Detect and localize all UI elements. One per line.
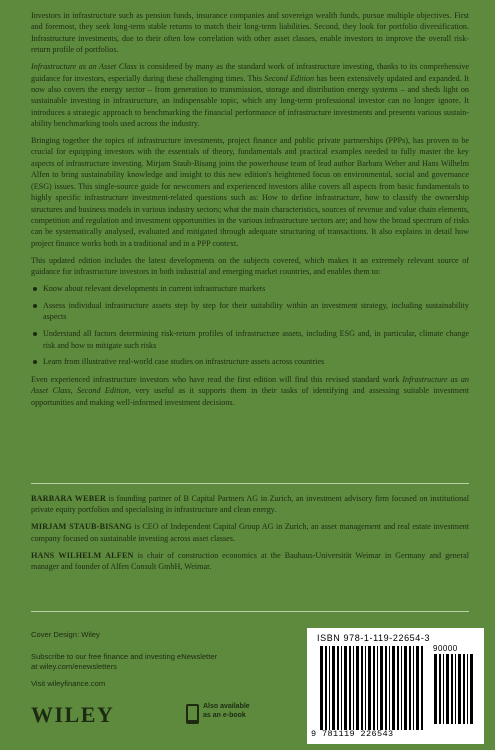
benefit-list [31, 283, 469, 368]
cover-design-credit: Cover Design: Wiley [31, 630, 100, 639]
bullet-icon [33, 332, 37, 336]
isbn-label: ISBN 978-1-119-22654-3 [317, 633, 431, 643]
newsletter-link[interactable]: at wiley.com/enewsletters [31, 662, 117, 671]
author-name: HANS WILHELM ALFEN [31, 550, 134, 560]
ebook-badge: Also available as an e-book [186, 702, 281, 730]
bullet-icon [33, 287, 37, 291]
newsletter-text: Subscribe to our free finance and investing eNewsletter [31, 651, 218, 661]
intro-paragraph-4: This updated edition includes the latest developments on the subjects covered, which makes it an extremely relevant source of guidance for infrastructure investors in both industrial and emerging market countries, and enables them to: [31, 255, 469, 277]
list-item: Assess individual infrastructure assets step by step for their suitability within an investment strategy, including sustainability aspects [31, 300, 469, 323]
divider [31, 611, 469, 612]
author-bios [31, 493, 469, 578]
divider [31, 483, 469, 484]
list-item: Know about relevant developments in current infrastructure markets [31, 283, 469, 294]
bullet-icon [33, 360, 37, 364]
bullet-icon [33, 304, 37, 308]
intro-paragraph-2: Infrastructure as an Asset Class is considered by many as the standard work of infrastructure investing, thanks to its comprehensive guidance for investors, especially during these challenging times. This Second Edition has been extensively updated and expanded. It now also covers the energy sector – from generation to transmission, storage and distribution energy systems – and sheds light on sustainable investing in infrastructure, an indispensable topic, which any long-term professional investor can no longer ignore. It introduces a strategic approach to benchmarking the financial performance of infrastructure investments and presents various sustain-ability benchmarking tools used across the industry. [31, 62, 470, 129]
author-bio: MIRJAM STAUB-BISANG is CEO of Independent Capital Group AG in Zurich, an asset management and real estate investment company focused on sustainable investing across asset classes. [31, 522, 469, 543]
intro-paragraph-3: Bringing together the topics of infrastructure investments, project finance and public private partnerships (PPPs), has proven to be crucial for equipping investors with the essentials of theory, fundamentals and practical examples needed to fully master the key aspects of infrastructure investing. Mirjam Staub-Bisang joins the powerhouse team of lead author Barbara Weber and Hans Wilhelm Alfen to bring sustainability knowledge and insight to this new edition's heightened focus on environmental, social and governance (ESG) issues. This single-source guide for newcomers and experienced investors alike covers all aspects from basic fundamentals to highly specific infrastructure investment-related questions such as: How to define infrastructure, how to classify the ownership structures and business models in various industry sectors; what the main characteristics, sources of revenue and value chain elements, competition and regulation and investment opportunities in the various infrastructure sectors are; and how the broad spectrum of risks can be systematically analysed, evaluated and mitigated through adequate structuring of transactions. It also explains in detail how project finance works both in a traditional and in a PPP context. [31, 136, 469, 248]
intro-paragraph-1: Investors in infrastructure such as pension funds, insurance companies and sovereign wealth funds, pursue multiple objectives. First and foremost, they seek long-term stable returns to match their long-term liabilities. Second, they look for portfolio diversification. Infrastructure investments, due to their often low correlation with other asset classes, enable investors to improve the overall risk-return profile of portfolios. [31, 11, 469, 55]
publisher-logo: WILEY [31, 702, 115, 727]
barcode-digits: 9 781119 226543 [311, 729, 394, 739]
ean-barcode [319, 646, 427, 730]
list-item: Understand all factors determining risk-return profiles of infrastructure assets, including ESG and, in particular, climate change risk and how to mitigate such risks [31, 328, 469, 351]
book-title-italic: Infrastructure as an Asset Class, Second Edition, [31, 374, 469, 396]
edition-italic: Second Edition [264, 73, 315, 83]
price-addon-number: 90000 [433, 644, 458, 653]
author-bio: BARBARA WEBER is founding partner of B Capital Partners AG in Zurich, an investment advisory firm focused on institutional private equity portfolios and specialising in infrastructure and clean energy. [31, 494, 469, 515]
addon-barcode [433, 654, 477, 724]
book-title-italic: Infrastructure as an Asset Class [31, 62, 137, 72]
e-book-icon [186, 704, 199, 724]
list-item: Learn from illustrative real-world case studies on infrastructure assets across countries [31, 356, 469, 367]
barcode-panel [307, 628, 484, 744]
author-bio: HANS WILHELM ALFEN is chair of construction economics at the Bauhaus-Universität Weimar in Germany and general manager and founder of Alfen Consult GmbH, Weimar. [31, 550, 469, 572]
intro-paragraph-5: Even experienced infrastructure investors who have read the first edition will find this revised standard work Infrastructure as an Asset Class, Second Edition, very useful as it supports them in their tasks of identifying and assessing suitable investment opportunities and making well-informed investment decisions. [31, 374, 469, 407]
description [31, 10, 469, 414]
credits [31, 630, 217, 689]
author-name: MIRJAM STAUB-BISANG [31, 522, 132, 532]
website-link[interactable]: Visit wileyfinance.com [31, 678, 106, 688]
author-name: BARBARA WEBER [31, 494, 107, 503]
